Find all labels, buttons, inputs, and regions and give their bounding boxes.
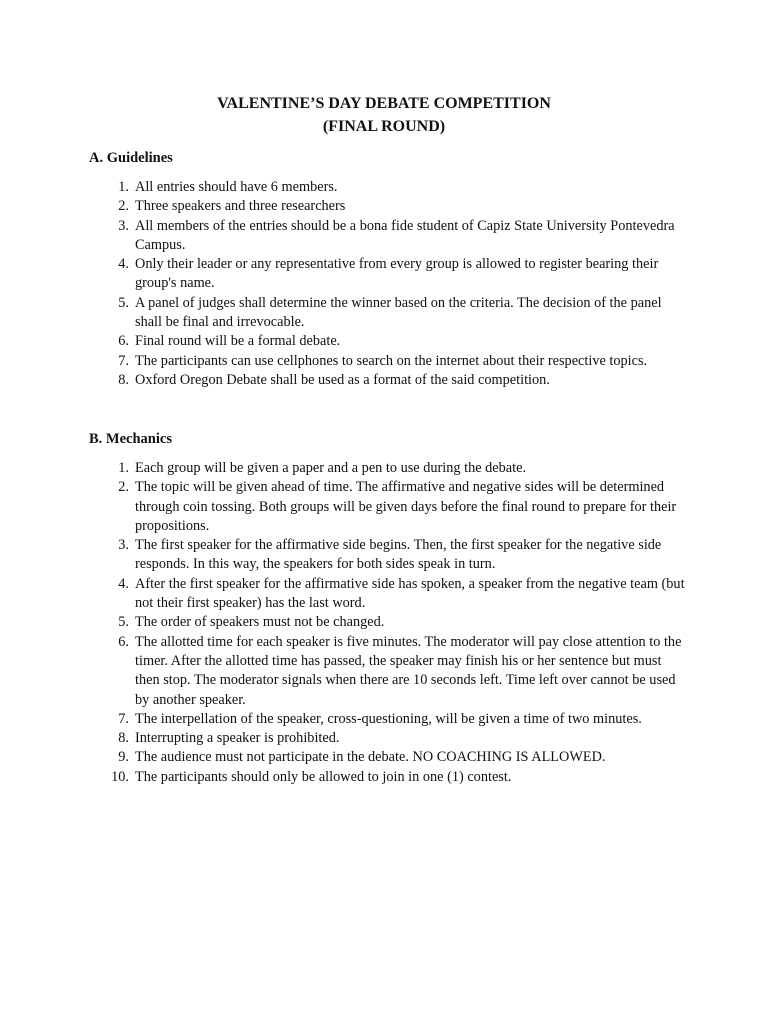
page-title: VALENTINE’S DAY DEBATE COMPETITION	[217, 95, 551, 112]
list-item-text: The interpellation of the speaker, cross-questioning, will be given a time of two minutes.	[135, 710, 642, 727]
list-item-number: 5.	[118, 294, 129, 311]
list-item-number: 1.	[118, 460, 129, 476]
list-item-text: Three speakers and three researchers	[135, 198, 346, 215]
list-item	[0, 613, 685, 632]
list-item	[0, 178, 685, 197]
list-item	[0, 217, 685, 256]
list-item-text: The allotted time for each speaker is five minutes. The moderator will pay close attention to the timer. After the allotted time has passed, the speaker may finish his or her sentence but must then stop. The moderator signals when there are 10 seconds left. Time left over cannot be used by another speaker.	[135, 633, 682, 708]
list-item-number: 6.	[118, 333, 129, 350]
list-item	[0, 332, 685, 351]
list-item-text: Each group will be given a paper and a pen to use during the debate.	[135, 460, 527, 476]
list-item-number: 4.	[118, 256, 129, 273]
list-item	[0, 294, 685, 333]
list-item-number: 10.	[111, 768, 129, 785]
list-item-number: 2.	[118, 479, 129, 496]
list-item-number: 2.	[118, 198, 129, 215]
list-item-number: 8.	[118, 730, 129, 747]
list-item	[0, 478, 685, 536]
list-item	[0, 633, 685, 710]
list-item-text: The order of speakers must not be changed.	[135, 614, 385, 631]
section-heading-guidelines: A. Guidelines	[89, 150, 173, 166]
list-item-number: 3.	[118, 217, 129, 234]
list-item-number: 9.	[118, 749, 129, 766]
list-item	[0, 748, 685, 767]
list-item-text: The participants can use cellphones to search on the internet about their respective topics.	[135, 352, 648, 369]
list-item-text: A panel of judges shall determine the winner based on the criteria. The decision of the panel shall be final and irrevocable.	[135, 294, 662, 331]
list-item	[0, 536, 685, 575]
list-item	[0, 768, 685, 787]
list-item-number: 4.	[118, 575, 129, 592]
list-item-text: All members of the entries should be a bona fide student of Capiz State University Pontevedra Campus.	[135, 217, 675, 253]
list-item-text: After the first speaker for the affirmative side has spoken, a speaker from the negative team (but not their first speaker) has the last word.	[135, 575, 685, 612]
list-item	[0, 197, 685, 216]
list-item	[0, 371, 685, 390]
list-item	[0, 710, 685, 729]
list-item-number: 1.	[118, 179, 129, 195]
list-item-text: Final round will be a formal debate.	[135, 333, 341, 350]
section-heading-mechanics: B. Mechanics	[89, 431, 172, 447]
list-item-text: Oxford Oregon Debate shall be used as a format of the said competition.	[135, 371, 550, 388]
list-item-text: The first speaker for the affirmative side begins. Then, the first speaker for the negative side responds. In this way, the speakers for both sides speak in turn.	[135, 537, 662, 573]
guidelines-list	[0, 178, 768, 390]
list-item	[0, 729, 685, 748]
list-item-number: 6.	[118, 633, 129, 650]
list-item	[0, 459, 685, 478]
mechanics-list	[0, 459, 768, 787]
list-item	[0, 255, 685, 294]
list-item-text: The participants should only be allowed to join in one (1) contest.	[135, 768, 512, 785]
list-item-number: 8.	[118, 371, 129, 388]
list-item	[0, 352, 685, 371]
page-subtitle: (FINAL ROUND)	[322, 118, 446, 135]
list-item-text: Only their leader or any representative from every group is allowed to register bearing their group's name.	[135, 256, 659, 292]
list-item-text: Interrupting a speaker is prohibited.	[135, 730, 340, 747]
list-item-number: 3.	[118, 537, 129, 554]
list-item-text: The audience must not participate in the debate. NO COACHING IS ALLOWED.	[135, 749, 606, 766]
list-item-text: All entries should have 6 members.	[135, 179, 338, 195]
list-item-number: 7.	[118, 352, 129, 369]
list-item	[0, 575, 685, 614]
list-item-number: 5.	[118, 614, 129, 631]
list-item-number: 7.	[118, 710, 129, 727]
list-item-text: The topic will be given ahead of time. The affirmative and negative sides will be determined through coin tossing. Both groups will be given days before the final round to prepare for their propositions.	[135, 479, 677, 534]
